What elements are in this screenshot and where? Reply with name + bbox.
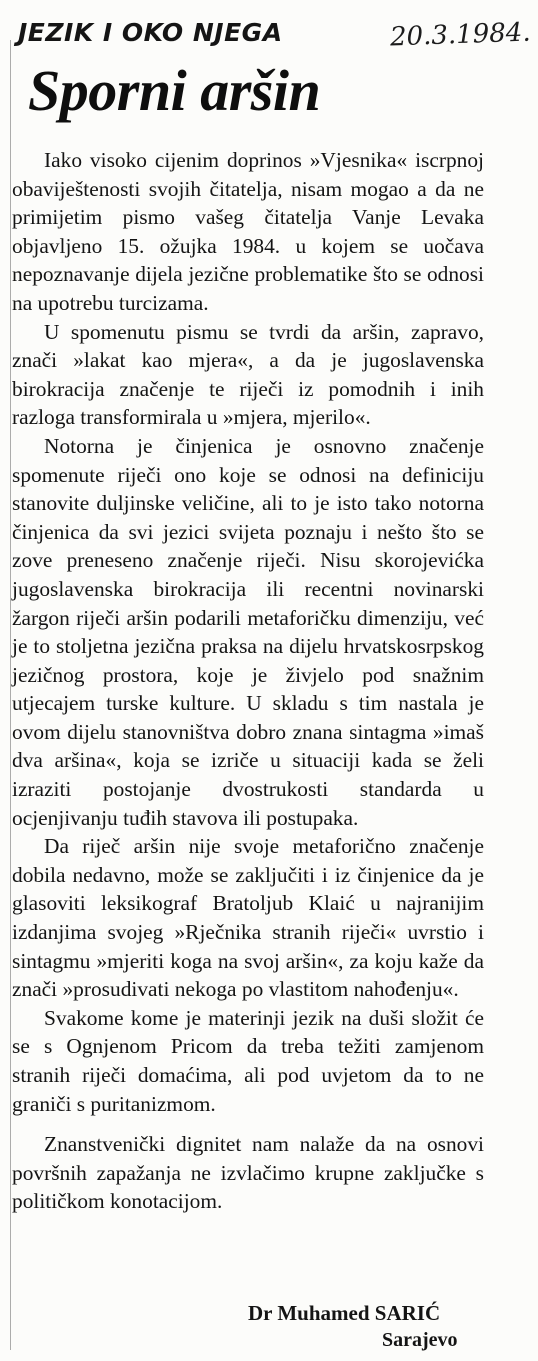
paragraph-2: U spomenutu pismu se tvrdi da aršin, zapravo, znači »lakat kao mjera«, a da je jugoslavenska birokracija značenje te riječi iz pomodnih i inih razloga transformirala u »mjera, mjerilo«. xyxy=(12,319,484,430)
author-name: Dr Muhamed SARIĆ xyxy=(248,1301,441,1325)
paragraph-3: Notorna je činjenica je osnovno značenje spomenute riječi ono koje se odnosi na definiciju stanovite duljinske veličine, ali to je isto tako notorna činjenica da svi jezici svijeta poznaju i nešto što se zove preneseno značenje riječi. Nisu skorojevićka jugoslavenska birokracija ili recentni novinarski žargon riječi aršin podarili metaforičku dimenziju, već je to stoljetna jezična praksa na dijelu hrvatskosrpskog jezičnog prostora, koje je živjelo pod snažnim utjecajem turske kulture. U skladu s tim nastala je ovom dijelu stanovništva dobro znana sintagma »imaš dva aršina«, koja se izriče u situaciji kada se želi izraziti postojanje dvostrukosti standarda u ocjenjivanju tuđih stavova ili postupaka. xyxy=(12,433,484,830)
author-city: Sarajevo xyxy=(382,1329,458,1351)
handwritten-date: 20.3.1984. xyxy=(389,17,532,53)
article-body xyxy=(12,146,484,1216)
article-title: Sporni aršin xyxy=(28,58,321,123)
column-rubric: JEZIK I OKO NJEGA xyxy=(18,18,283,47)
paragraph-5: Svakome kome je materinji jezik na duši složit će se s Ognjenom Pricom da treba težiti zamjenom stranih riječi domaćima, ali pod uvjetom da to ne graniči s puritanizmom. xyxy=(12,1005,484,1116)
paragraph-6: Znanstvenički dignitet nam nalaže da na osnovi površnih zapažanja ne izvlačimo krupne zaključke s političkom konotacijom. xyxy=(12,1132,484,1214)
paragraph-1: Iako visoko cijenim doprinos »Vjesnika« iscrpnoj obaviještenosti svojih čitatelja, nisam mogao a da ne primijetim pismo vašeg čitatelja Vanje Levaka objavljeno 15. ožujka 1984. u kojem se uočava nepoznavanje dijela jezične problematike što se odnosi na upotrebu turcizama. xyxy=(12,148,484,315)
paragraph-4: Da riječ aršin nije svoje metaforično značenje dobila nedavno, može se zaključiti i iz činjenice da je glasoviti leksikograf Bratoljub Klaić u najranijim izdanjima svojeg »Rječnika stranih riječi« uvrstio i sintagmu »mjeriti koga na svoj aršin«, za koju kaže da znači »prosudivati nekoga po vlastitom nahođenju«. xyxy=(12,834,484,1002)
clipping-edge-line xyxy=(10,40,11,1350)
